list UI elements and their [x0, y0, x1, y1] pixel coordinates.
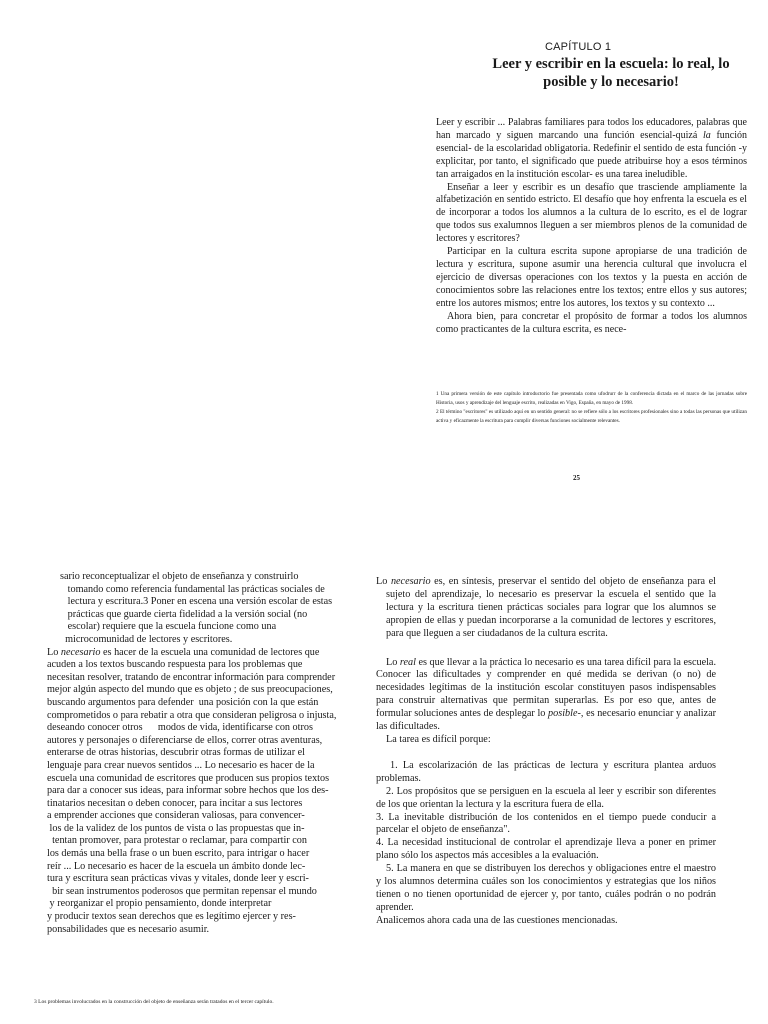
text-span: es necesario enunciar y analizar las dificultades.	[376, 708, 716, 733]
chapter-label: CAPÍTULO 1	[545, 41, 612, 53]
text-span: es que llevar a la práctica lo necesario es una tarea difícil para la escuela. Conocer las dificultades y comprender en qué medida se derivan (o no) de necesidades legítimas de la institución escolar constituyen pasos indispensables para construir alternativas que permitan superarlas. Es por eso que, antes de formular soluciones antes de desplegar lo	[376, 656, 716, 720]
list-item: 5. La manera en que se distribuyen los derechos y obligaciones entre el maestro y los alumnos determina cuáles son los conocimientos y estrategias que los niños tienen o no tienen oportunidad de ejercer y, por tanto, cuáles podrán o no podrán aprender.	[376, 863, 716, 913]
bottom-right-body	[376, 576, 716, 928]
italic-word: necesario	[390, 576, 431, 587]
top-page-body	[436, 117, 747, 336]
text-span: es, en síntesis, preservar el sentido del objeto de enseñanza para el sujeto del aprendizaje, lo necesario es preservar la escuela el sentido que la lectura y la escritura tienen prácticas sociales para lograr que los alumnos se apropien de ellas y puedan incorporarse a la comunidad de lectores y escritores, para que lleguen a ser ciudadanos de la cultura escrita.	[386, 576, 716, 639]
list-item: 1. La escolarización de las prácticas de lectura y escritura plantea arduos problemas.	[376, 759, 716, 784]
bottom-left-body	[47, 571, 345, 936]
text-span: es hacer de la escuela una comunidad de lectores que acuden a los textos buscando respuesta para los problemas que necesitan resolver, tratando de encontrar información para comprender mejor algún aspecto del mundo que es objeto ; de sus preocupaciones, buscando argumentos para defender una posición con la que están comprometidos o para rebatir a otra que consideran peligrosa o injusta, deseando conocer otros modos de vida, identificarse con otros autores y personajes o diferenciarse de ellos, correr otras aventuras, enterarse de otras historias, descubrir otras formas de utilizar el lenguaje para crear nuevos sentidos ... Lo necesario es hacer de la escuela una comunidad de escritores que producen sus propios textos para dar a conocer sus ideas, para informar sobre hechos que los des- tinatarios necesitan o deben conocer, para incitar a sus lectores a emprender acciones que consideran valiosas, para convencer- los de la validez de los puntos de vista o las propuestas que in- tentan promover, para protestar o reclamar, para compartir con los demás una bella frase o un buen escrito, para intrigar o hacer reír ... Lo necesario es hacer de la escuela un ámbito donde lec- tura y escritura sean prácticas vivas y vitales, donde leer y escri- bir sean instrumentos poderosos que permitan repensar el mundo y reorganizar el propio pensamiento, donde interpretar y producir textos sean derechos que es legítimo ejercer y res- ponsabilidades que es necesario asumir.	[47, 646, 337, 935]
text-span: Lo	[376, 576, 391, 587]
right-paragraph-3: La tarea es difícil porque:	[386, 733, 491, 745]
italic-word: real	[399, 656, 416, 668]
text-span: Leer y escribir ... Palabras familiares para todos los educadores, palabras que han marcado y siguen marcando una función esencial-quizá	[436, 117, 747, 141]
left-paragraph-1: sario reconceptualizar el objeto de enseñanza y construirlo tomando como referencia fundamental las prácticas sociales de lectura y escritura.3 Poner en escena una versión escolar de estas prácticas que guarde cierta fidelidad a la versión social (no escolar) requiere que la escuela funcione como una microcomunidad de lectores y escritores.	[60, 571, 333, 645]
list-item: 2. Los propósitos que se persiguen en la escuela al leer y escribir son diferentes de los que orientan la lectura y la escritura fuera de ella.	[376, 785, 716, 810]
left-paragraph-2	[47, 647, 345, 937]
page-number: 25	[573, 474, 580, 482]
top-paragraph-4: Ahora bien, para concretar el propósito de formar a todos los alumnos como practicantes de la cultura escrita, es nece-	[436, 310, 747, 335]
list-item: 4. La necesidad institucional de controlar el aprendizaje lleva a poner en primer plano sólo los aspectos más accesibles a la evaluación.	[376, 837, 716, 862]
top-paragraph-3: Participar en la cultura escrita supone apropiarse de una tradición de lectura y escritura, supone asumir una herencia cultural que involucra el ejercicio de diversas operaciones con los textos y la puesta en acción de conocimientos sobre las relaciones entre los textos; entre ellos y sus autores; entre los autores mismos; entre los autores, los textos y su contexto ...	[436, 246, 747, 309]
closing-line: Analicemos ahora cada una de las cuestiones mencionadas.	[376, 914, 618, 926]
right-paragraph-2	[376, 657, 716, 734]
list-item: 3. La inevitable distribución de los contenidos en el tiempo puede conducir a parcelar el objeto de enseñanza".	[376, 811, 716, 836]
right-paragraph-1	[376, 576, 716, 641]
footnote-2: 2 El término "escritores" es utilizado aquí en un sentido general: no se refiere sólo a los escritores profesionales sino a todas las personas que utilizan activa y eficazmente la escritura para cumplir diversas funciones socialmente relevantes.	[436, 409, 747, 424]
top-footnotes	[436, 390, 747, 425]
chapter-title: Leer y escribir en la escuela: lo real, lo posible y lo necesario!	[492, 56, 730, 90]
top-paragraph-1	[436, 117, 747, 182]
footnote-3: 3 Los problemas involucrados en la construcción del objeto de enseñanza serán tratados en el tercer capítulo.	[34, 999, 274, 1005]
italic-word: la	[702, 129, 711, 141]
text-span: Lo	[47, 646, 61, 658]
footnote-1: 1 Una primera versión de este capítulo introductorio fue presentada como ufodrurr de la conferencia dictada en el marco de las jornadas sobre Historia, usos y aprendizaje del lenguaje escrito, realizadas en Vigo, España, en mayo de 1998.	[436, 391, 747, 406]
italic-word: posible-,	[548, 708, 584, 720]
italic-word: necesario	[60, 646, 101, 658]
text-span: Lo	[386, 656, 400, 668]
text-span: función esencial- de la escolaridad obligatoria. Redefinir el sentido de esta función -y explicitar, por tanto, el significado que puede atribuirse hoy a esos términos tan arraigados en la institución escolar- es una tarea ineludible.	[436, 129, 747, 180]
top-paragraph-2: Enseñar a leer y escribir es un desafío que trasciende ampliamente la alfabetización en sentido estricto. El desafío que hoy enfrenta la escuela es el de incorporar a todos los alumnos a la cultura de lo escrito, es el de lograr que todos sus exalumnos lleguen a ser miembros plenos de la comunidad de lectores y escritores?	[436, 181, 747, 245]
